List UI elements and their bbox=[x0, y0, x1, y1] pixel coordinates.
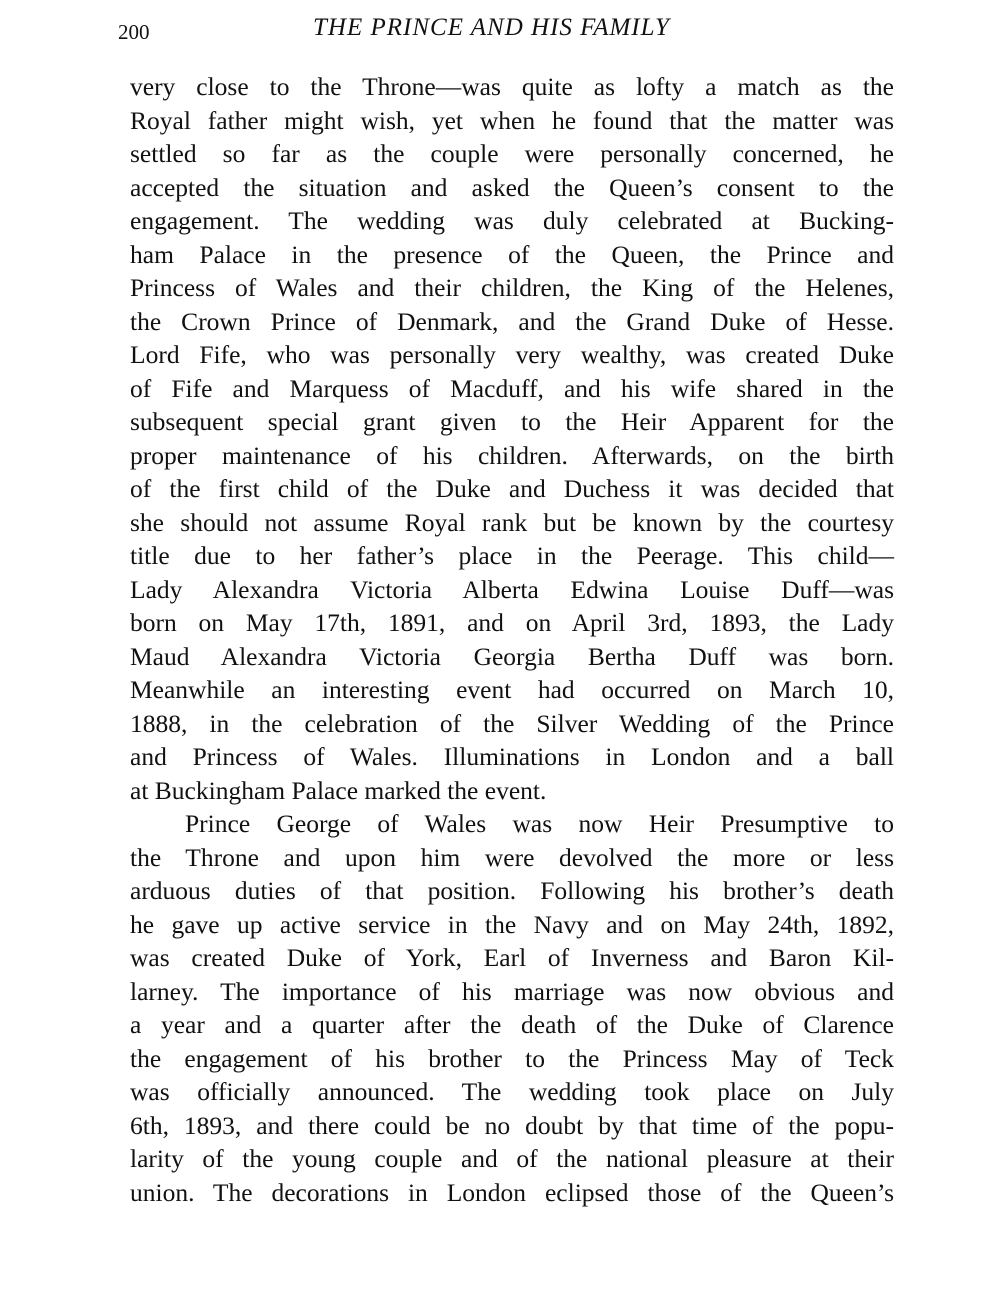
text-line: engagement. The wedding was duly celebrated at Bucking- bbox=[130, 206, 894, 235]
paragraph bbox=[130, 807, 894, 1209]
running-title: THE PRINCE AND HIS FAMILY bbox=[313, 14, 670, 41]
paragraph bbox=[130, 70, 894, 807]
text-line: at Buckingham Palace marked the event. bbox=[130, 775, 547, 805]
text-line: 1888, in the celebration of the Silver Wedding of the Prince bbox=[130, 708, 894, 738]
text-line: Maud Alexandra Victoria Georgia Bertha Duff was born. bbox=[130, 641, 894, 671]
text-line: Lord Fife, who was personally very wealthy, was created Duke bbox=[130, 340, 894, 369]
text-line: of Fife and Marquess of Macduff, and his wife shared in the bbox=[130, 373, 894, 403]
text-line: subsequent special grant given to the Heir Apparent for the bbox=[130, 407, 894, 436]
text-line: Lady Alexandra Victoria Alberta Edwina Louise Duff—was bbox=[130, 574, 894, 604]
text-line: of the first child of the Duke and Duchess it was decided that bbox=[130, 474, 894, 503]
text-line: Royal father might wish, yet when he found that the matter was bbox=[130, 105, 894, 135]
text-line: born on May 17th, 1891, and on April 3rd, 1893, the Lady bbox=[130, 608, 894, 637]
text-line: and Princess of Wales. Illuminations in London and a ball bbox=[130, 742, 894, 771]
text-line: union. The decorations in London eclipsed those of the Queen’s bbox=[130, 1177, 894, 1207]
text-line: settled so far as the couple were personally concerned, he bbox=[130, 139, 894, 168]
page-body bbox=[130, 70, 894, 1209]
text-line: larity of the young couple and of the national pleasure at their bbox=[130, 1144, 894, 1173]
text-line: was created Duke of York, Earl of Inverness and Baron Kil- bbox=[130, 943, 894, 972]
running-header bbox=[118, 14, 898, 50]
text-line: a year and a quarter after the death of the Duke of Clarence bbox=[130, 1010, 894, 1039]
text-line: arduous duties of that position. Following his brother’s death bbox=[130, 876, 894, 905]
text-line: accepted the situation and asked the Queen’s consent to the bbox=[130, 172, 894, 202]
text-line: Meanwhile an interesting event had occurred on March 10, bbox=[130, 675, 894, 704]
text-line: Princess of Wales and their children, the King of the Helenes, bbox=[130, 273, 894, 302]
text-line: the Throne and upon him were devolved the more or less bbox=[130, 842, 894, 872]
text-line: larney. The importance of his marriage was now obvious and bbox=[130, 976, 894, 1006]
text-line: Prince George of Wales was now Heir Presumptive to bbox=[185, 809, 894, 838]
text-line: he gave up active service in the Navy and on May 24th, 1892, bbox=[130, 909, 894, 939]
text-line: the Crown Prince of Denmark, and the Grand Duke of Hesse. bbox=[130, 306, 894, 336]
text-line: title due to her father’s place in the Peerage. This child— bbox=[130, 541, 894, 570]
text-line: ham Palace in the presence of the Queen, the Prince and bbox=[130, 239, 894, 269]
text-line: she should not assume Royal rank but be known by the courtesy bbox=[130, 507, 894, 537]
text-line: 6th, 1893, and there could be no doubt by that time of the popu- bbox=[130, 1110, 894, 1140]
page-number: 200 bbox=[118, 20, 150, 44]
text-line: very close to the Throne—was quite as lofty a match as the bbox=[130, 72, 894, 101]
text-line: proper maintenance of his children. Afterwards, on the birth bbox=[130, 440, 894, 470]
text-line: the engagement of his brother to the Princess May of Teck bbox=[130, 1043, 894, 1073]
text-line: was officially announced. The wedding took place on July bbox=[130, 1077, 894, 1106]
